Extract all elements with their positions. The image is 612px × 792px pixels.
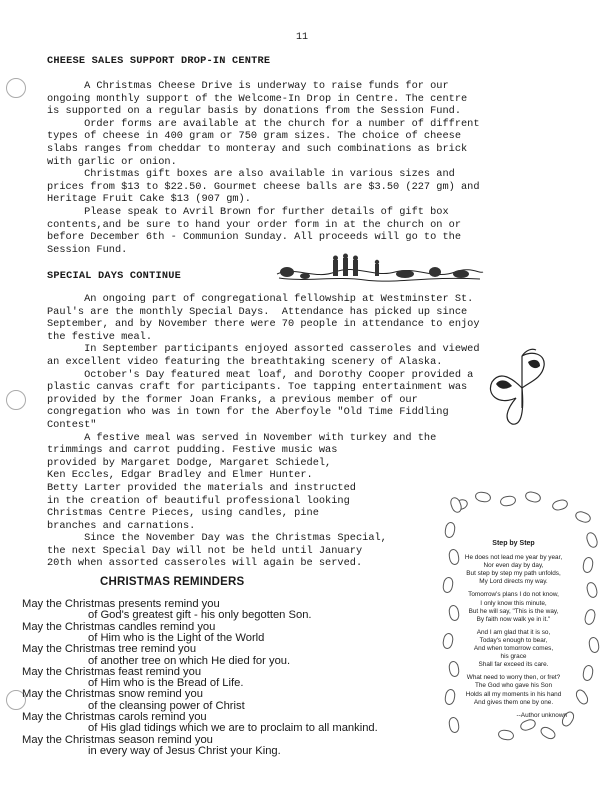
text-line: A festive meal was served in November with turkey and the (47, 431, 437, 444)
verse-line: May the Christmas tree remind you (22, 643, 197, 656)
text-line: Session Fund. (47, 243, 128, 256)
verse-line-indented: of the cleansing power of Christ (88, 699, 245, 712)
special-days-heading: SPECIAL DAYS CONTINUE (47, 270, 181, 282)
verse-line-indented: of God's greatest gift - his only begotten Son. (88, 609, 312, 622)
nativity-border-illustration (275, 252, 485, 286)
text-line: An ongoing part of congregational fellowship at Westminster St. (47, 293, 474, 305)
text-line: is supported on a regular basis by donations from the Session Fund. (47, 105, 462, 118)
poem-stanza (446, 554, 581, 586)
poem-line: My Lord directs my way. (479, 578, 548, 586)
binder-hole-top (6, 78, 26, 98)
footprint (574, 510, 592, 525)
footprint (582, 664, 595, 681)
cheese-heading: CHEESE SALES SUPPORT DROP-IN CENTRE (47, 55, 271, 67)
text-line: Christmas Centre Pieces, using candles, pine (47, 507, 319, 520)
poem-title: Step by Step (492, 540, 535, 547)
poem-line: his grace (500, 653, 527, 661)
text-line: September, and by November there were 70 people in attendance to enjoy (47, 318, 480, 331)
poem-stanza (446, 591, 581, 623)
text-line: branches and carnations. (47, 519, 196, 532)
poem-line: Holds all my moments in his hand (465, 690, 562, 698)
poem-line: Nor even day by day, (483, 562, 544, 570)
text-line: congregation who was in town for the Aberfoyle "Old Time Fiddling (47, 406, 449, 419)
text-line: Since the November Day was the Christmas Special, (47, 532, 387, 545)
butterfly-illustration (482, 348, 552, 428)
text-line: in the creation of beautiful professional looking (47, 494, 350, 507)
verse-line-indented: of Him who is the Light of the World (88, 631, 265, 644)
text-line: trimmings and carrot pudding. Festive music was (47, 444, 338, 457)
text-line: an excellent video featuring the breathtaking scenery of Alaska. (47, 355, 443, 368)
footprint (499, 495, 516, 508)
footprint (539, 725, 558, 742)
text-line: In September participants enjoyed assorted casseroles and viewed (47, 343, 480, 356)
text-line: A Christmas Cheese Drive is underway to raise funds for our (47, 80, 449, 92)
text-line: with garlic or onion. (47, 155, 177, 168)
text-line: prices from $13 to $22.50. Gourmet cheese balls are $3.50 (227 gm) and (47, 180, 480, 193)
text-line: the next Special Day will not be held until January (47, 544, 363, 557)
verse-line: May the Christmas carols remind you (22, 711, 207, 723)
poem-line: But he will say, "This is the way, (468, 607, 559, 615)
text-line: October's Day featured meat loaf, and Dorothy Cooper provided a (47, 368, 474, 381)
footprint (588, 636, 601, 653)
verse-line: May the Christmas candles remind you (22, 620, 216, 633)
text-line: slabs ranges from cheddar to monteray and such combinations as brick (47, 142, 468, 155)
text-line: Please speak to Avril Brown for further details of gift box (47, 205, 449, 218)
poem-line: By faith now walk ye in it." (476, 615, 551, 623)
text-line: Betty Larter provided the materials and instructed (47, 481, 356, 494)
footprint (585, 581, 599, 599)
footprint (582, 556, 595, 573)
poem-line: And gives them one by one. (473, 698, 554, 706)
poem-stanza (446, 674, 581, 706)
poem-line: Today's enough to bear, (479, 636, 548, 644)
text-line: Christmas gift boxes are also available in various sizes and (47, 168, 455, 181)
verse-line-indented: of another tree on which He died for you. (88, 654, 291, 667)
poem-line: He does not lead me year by year, (464, 554, 563, 562)
footprint (497, 729, 514, 742)
footprint (551, 498, 569, 512)
poem-line: But step by step my path unfolds, (466, 570, 561, 578)
verse-line-indented: of Him who is the Bread of Life. (88, 677, 244, 690)
text-line: types of cheese in 400 gram or 750 gram sizes. The choice of cheese (47, 130, 462, 143)
text-line: before December 6th - Communion Sunday. All proceeds will go to the (47, 231, 462, 244)
verse-line: May the Christmas snow remind you (22, 688, 203, 701)
poem-line: I only know this minute, (480, 599, 547, 607)
footprint (519, 718, 537, 733)
poem-line: And when tomorrow comes, (473, 645, 554, 653)
text-line: Contest" (47, 418, 97, 431)
text-line: plastic canvas craft for participants. Toe tapping entertainment was (47, 381, 468, 394)
footprint (524, 490, 542, 504)
footprint (583, 608, 597, 626)
step-by-step-poem (446, 540, 581, 720)
verse-line-indented: in every way of Jesus Christ your King. (88, 744, 281, 757)
poem-author: --Author unknown (516, 711, 567, 719)
text-line: Order forms are available at the church for a number of diffrent (47, 117, 480, 130)
poem-line: What need to worry then, or fret? (466, 674, 561, 682)
text-line: provided by Margaret Dodge, Margaret Schiedel, (47, 456, 332, 469)
poem-line: Tomorrow's plans I do not know, (468, 591, 559, 599)
poem-stanza (446, 629, 581, 669)
text-line: provided by the former Joan Franks, a previous member of our (47, 393, 418, 406)
binder-hole-middle (6, 390, 26, 410)
poem-line: Shall far exceed its care. (478, 661, 549, 669)
text-line: ongoing monthly support of the Welcome-In Drop in Centre. The centre (47, 92, 468, 105)
page-number: 11 (296, 32, 309, 43)
poem-line: The God who gave his Son (474, 682, 553, 690)
cheese-article (47, 80, 480, 256)
christmas-reminders-heading: CHRISTMAS REMINDERS (100, 576, 245, 588)
special-days-article (47, 293, 480, 570)
text-line: Ken Eccles, Edgar Bradley and Elmer Hunter. (47, 469, 313, 482)
verse-line-indented: of His glad tidings which we are to proclaim to all mankind. (88, 722, 378, 735)
text-line: Heritage Fruit Cake $13 (907 gm). (47, 193, 251, 206)
footprint (585, 531, 600, 549)
verse-line: May the Christmas feast remind you (22, 665, 202, 678)
text-line: Paul's are the monthly Special Days. Attendance has picked up since (47, 305, 468, 318)
text-line: contents,and be sure to hand your order form in at the church on or (47, 218, 462, 231)
verse-line: May the Christmas presents remind you (22, 598, 220, 610)
text-line: the festive meal. (47, 330, 153, 343)
poem-line: And I am glad that it is so, (476, 628, 551, 636)
text-line: 20th when assorted casseroles will again be served. (47, 557, 363, 570)
verse-line: May the Christmas season remind you (22, 733, 213, 746)
